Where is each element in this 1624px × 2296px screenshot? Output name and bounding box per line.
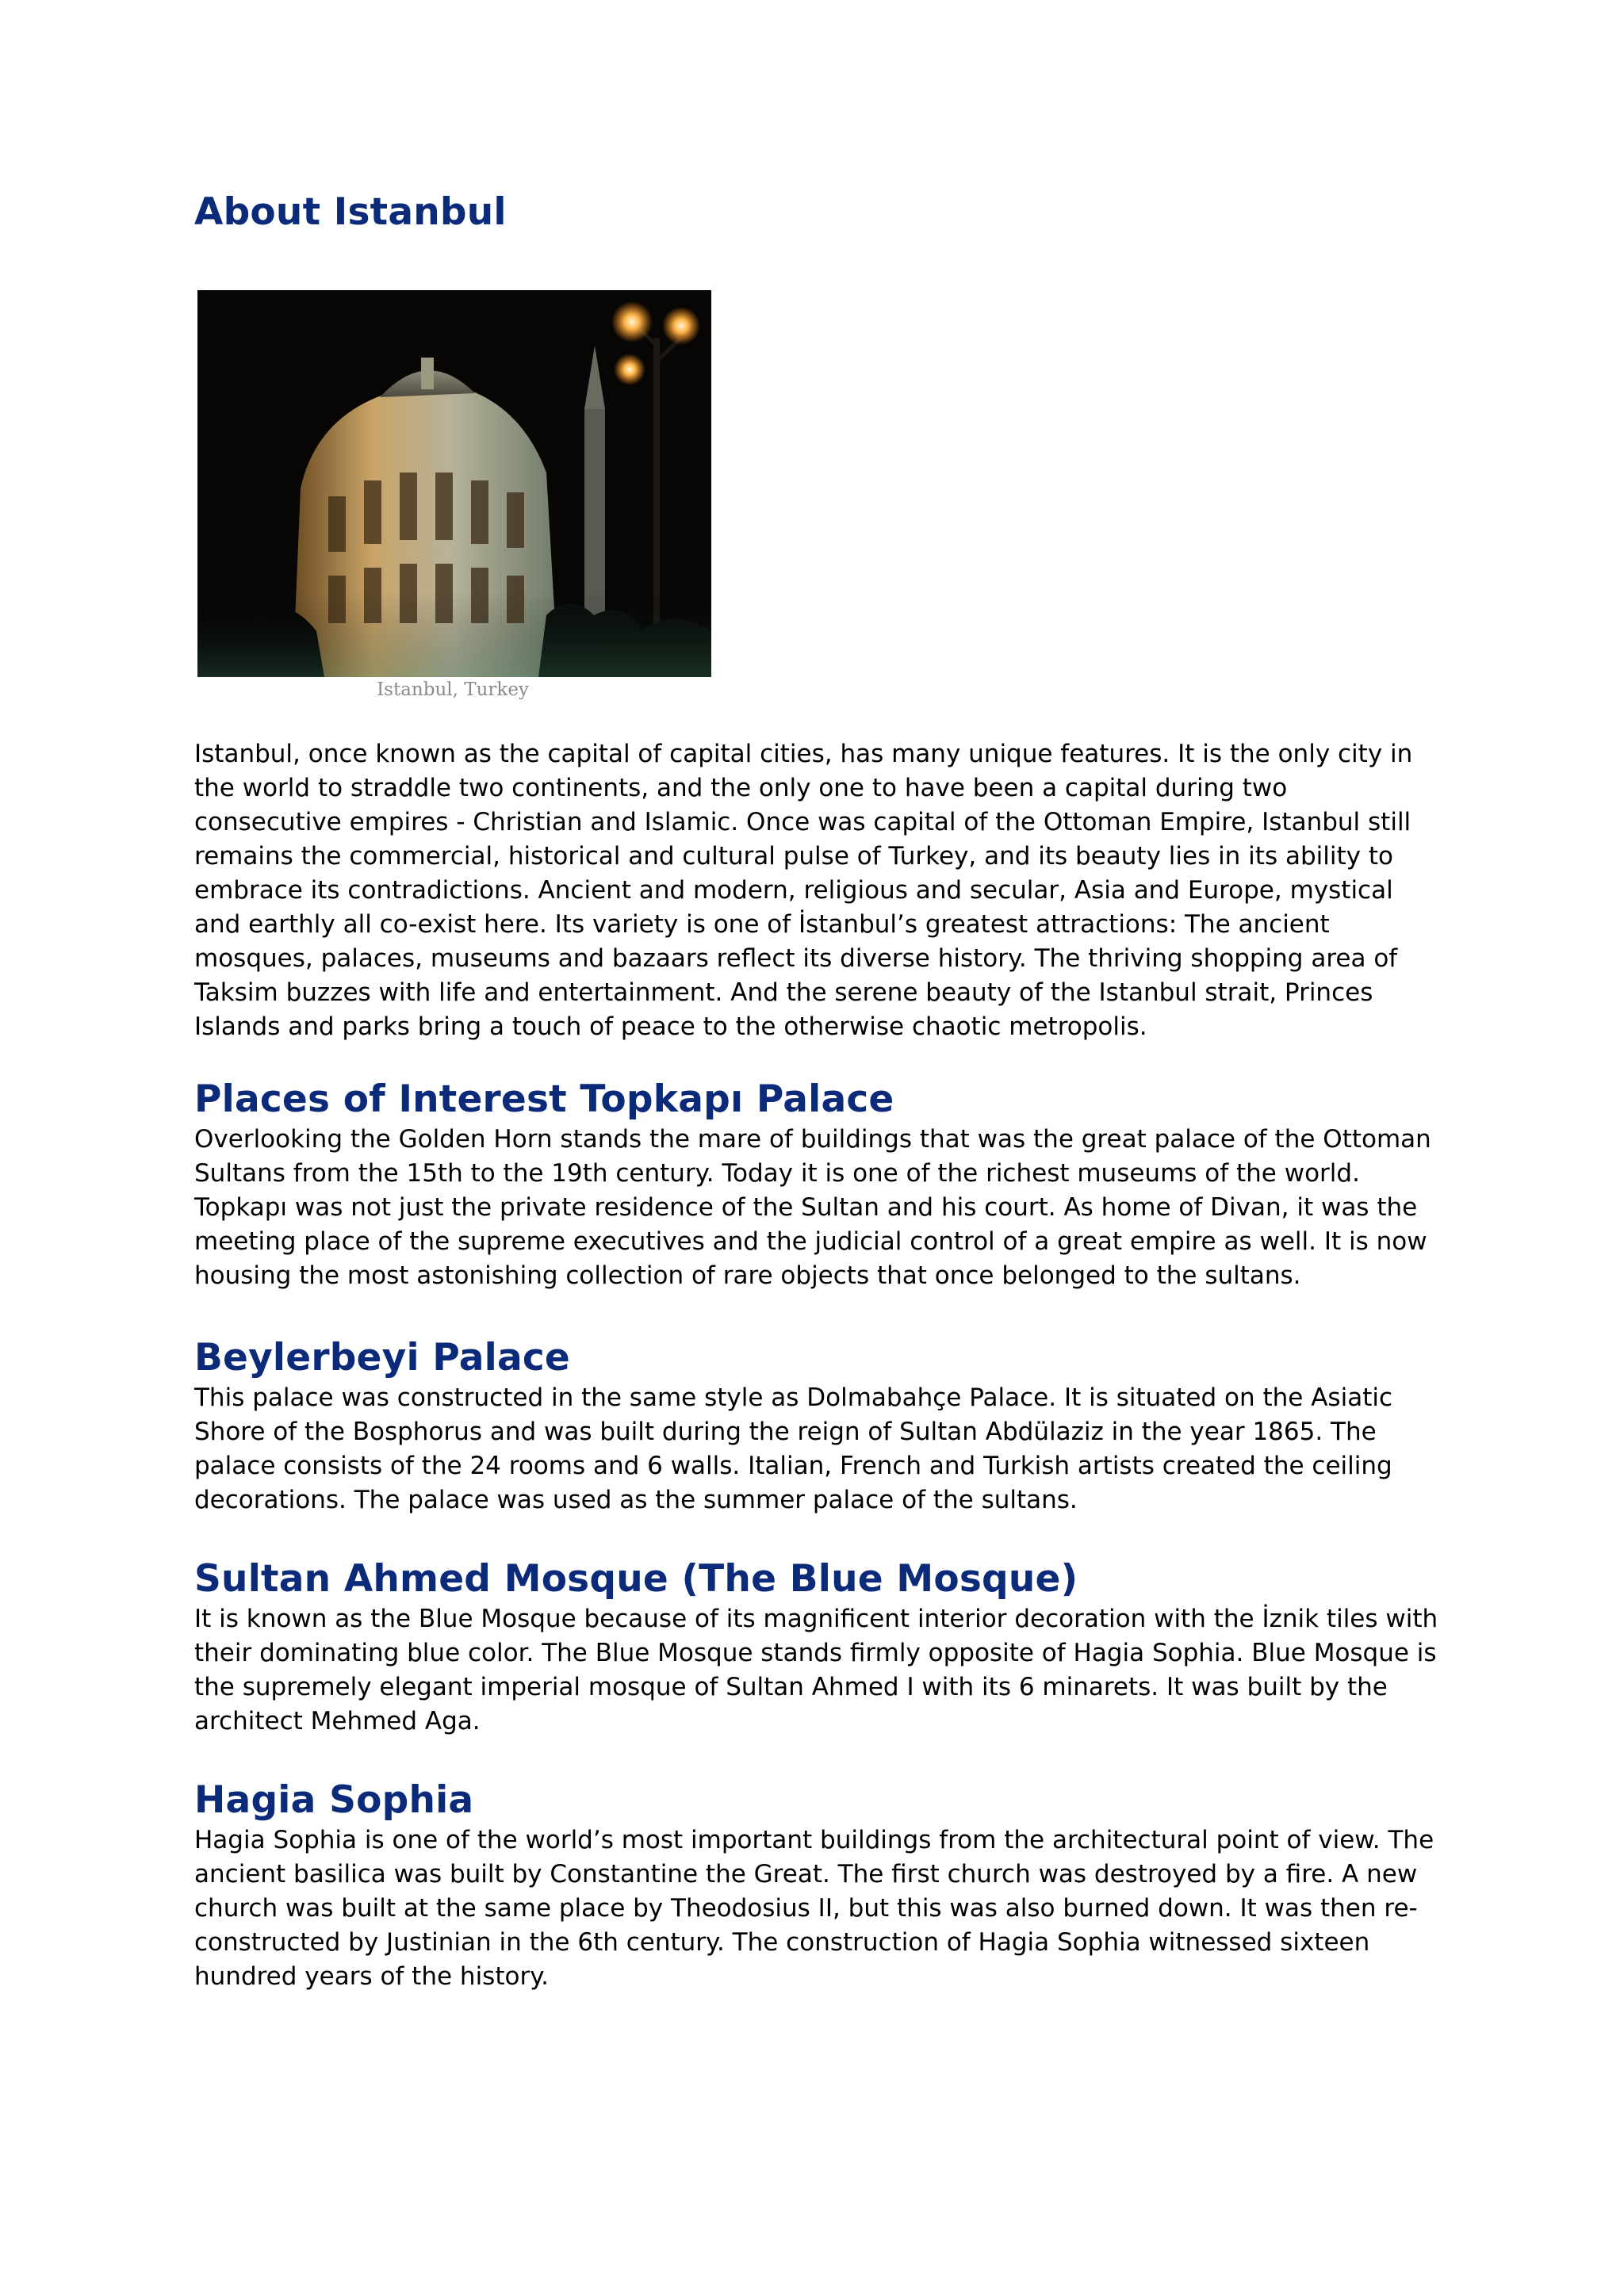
section-paragraph: This palace was constructed in the same style as Dolmabahçe Palace. It is situated on the Asiatic Shore of the Bosphorus and was built during the reign of Sultan Abdülaziz in the year 1865. The palace consists of the 24 rooms and 6 walls. Italian, French and Turkish artists created the ceiling decorations. The palace was used as the summer palace of the sultans. (194, 1383, 1393, 1514)
intro-section (194, 737, 1439, 1044)
section-heading: Sultan Ahmed Mosque (The Blue Mosque) (194, 1557, 1078, 1601)
section-hagia-sophia (194, 1777, 1439, 1994)
section-paragraph: Overlooking the Golden Horn stands the mare of buildings that was the great palace of the Ottoman Sultans from the 15th to the 19th century. Today it is one of the richest museums of the world. Topkapı was not just the private residence of the Sultan and his court. As home of Divan, it was the meeting place of the supreme executives and the judicial control of a great empire as well. It is now housing the most astonishing collection of rare objects that once belonged to the sultans. (194, 1125, 1431, 1290)
section-blue-mosque (194, 1556, 1439, 1739)
section-paragraph: It is known as the Blue Mosque because of its magnificent interior decoration with the İznik tiles with their dominating blue color. The Blue Mosque stands firmly opposite of Hagia Sophia. Blue Mosque is the supremely elegant imperial mosque of Sultan Ahmed I with its 6 minarets. It was built by the architect Mehmed Aga. (194, 1605, 1438, 1735)
section-heading: Hagia Sophia (194, 1778, 474, 1822)
istanbul-night-photo (197, 290, 711, 677)
intro-paragraph: Istanbul, once known as the capital of capital cities, has many unique features. It is the only city in the world to straddle two continents, and the only one to have been a capital during two consecutive empires - Christian and Islamic. Once was capital of the Ottoman Empire, Istanbul still remains the commercial, historical and cultural pulse of Turkey, and its beauty lies in its ability to embrace its contradictions. Ancient and modern, religious and secular, Asia and Europe, mystical and earthly all co-exist here. Its variety is one of İstanbul’s greatest attractions: The ancient mosques, palaces, museums and bazaars reflect its diverse history. The thriving shopping area of Taksim buzzes with life and entertainment. And the serene beauty of the Istanbul strait, Princes Islands and parks bring a touch of peace to the otherwise chaotic metropolis. (194, 740, 1413, 1041)
section-topkapi (194, 1077, 1439, 1293)
section-paragraph: Hagia Sophia is one of the world’s most important buildings from the architectural point of view. The ancient basilica was built by Constantine the Great. The first church was destroyed by a fire. A new church was built at the same place by Theodosius II, but this was also burned down. It was then re-constructed by Justinian in the 6th century. The construction of Hagia Sophia witnessed sixteen hundred years of the history. (194, 1826, 1434, 1991)
section-heading: Beylerbeyi Palace (194, 1336, 570, 1380)
figure-caption: Istanbul, Turkey (377, 679, 529, 700)
figure (194, 290, 711, 702)
section-heading: Places of Interest Topkapı Palace (194, 1077, 894, 1121)
section-beylerbeyi (194, 1335, 1439, 1517)
page-title: About Istanbul (194, 190, 507, 234)
